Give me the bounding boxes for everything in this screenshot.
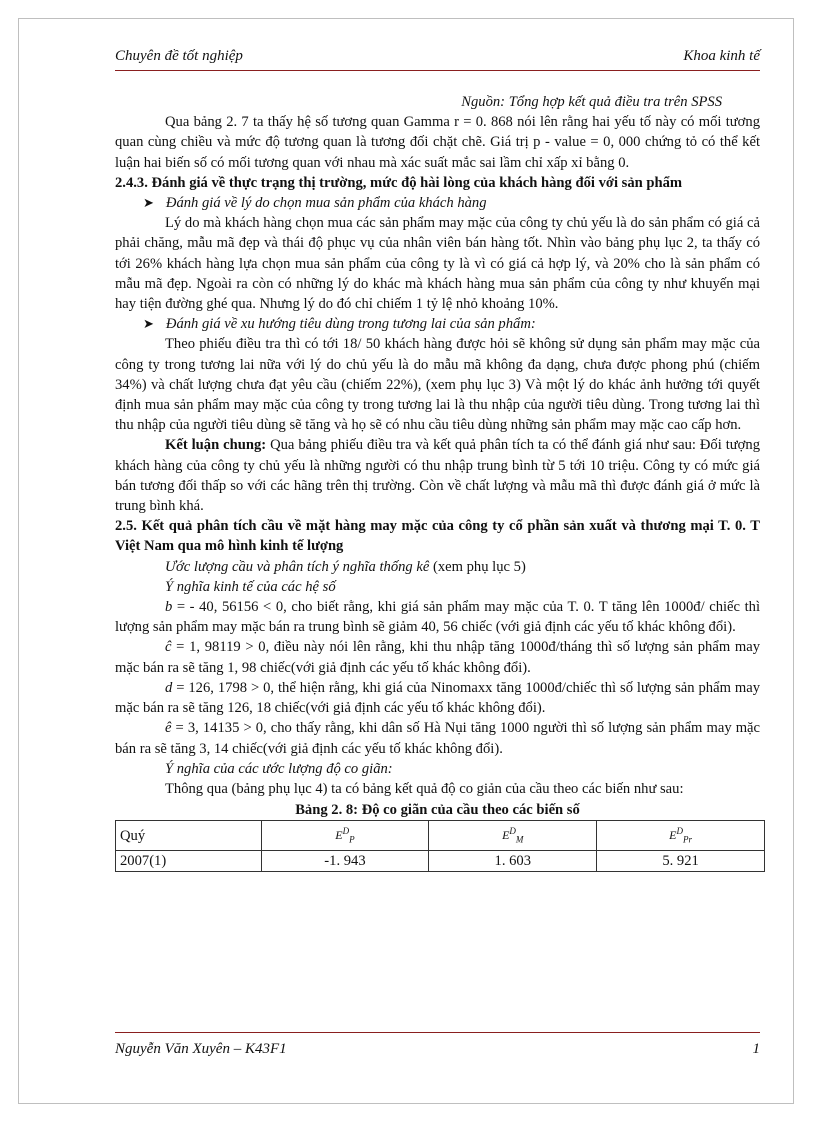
elasticity-title: Ý nghĩa của các ước lượng độ co giãn: — [165, 760, 393, 777]
header-title: Chuyên đề tốt nghiệp — [115, 48, 243, 64]
coefficient-meaning-title: Ý nghĩa kinh tế của các hệ số — [165, 578, 336, 595]
bullet-reason — [143, 193, 760, 213]
bullet-trend — [143, 314, 760, 334]
estimation-title: Ước lượng cầu và phân tích ý nghĩa thống kê — [165, 558, 430, 575]
footer-author: Nguyễn Văn Xuyên – K43F1 — [115, 1041, 287, 1057]
coefficient-c — [115, 637, 760, 677]
header-department: Khoa kinh tế — [683, 48, 760, 64]
elasticity-intro: Thông qua (bảng phụ lục 4) ta có bảng kết quả độ co giản của cầu theo các biến như sau: — [165, 780, 684, 797]
col1-base: E — [335, 828, 343, 843]
conclusion-text: Qua bảng phiếu điều tra và kết quả phân tích ta có thể đánh giá như sau: Đối tượng khách hàng của công ty chủ yếu là những người có thu nhập trung bình từ 5 tới 10 triệu. Công ty có mức giá bán tương đối thấp so với các hãng trên thị trường. Còn về chất lượng và mẫu mã thì được đánh giá ở mức là trung bình khá. — [115, 437, 760, 515]
bullet-reason-text: Đánh giá về lý do chọn mua sản phẩm của khách hàng — [165, 195, 487, 212]
cell-income-elasticity: 1. 603 — [429, 850, 597, 871]
header-price-elasticity — [261, 821, 429, 851]
coef-c-text: = 1, 98119 > 0, điều này nói lên rằng, khi thu nhập tăng 1000đ/tháng thì số lượng sản phẩm may mặc bán ra sẽ tăng 1, 98 chiếc(với giả định các yếu tố khác không đổi). — [115, 639, 760, 676]
coef-b-symbol: b — [165, 599, 173, 616]
col2-sup: D — [509, 826, 516, 837]
conclusion-label: Kết luận chung: — [165, 437, 267, 454]
arrow-bullet-icon: ➤ — [143, 316, 154, 332]
paragraph-trend: Theo phiếu điều tra thì có tới 18/ 50 khách hàng được hỏi sẽ không sử dụng sản phẩm may mặc của công ty trong tương lai nữa với lý do chủ yếu là do mẫu mã không đa dạng, chưa được phong phú (chiếm 34%) và chất lượng chưa đạt yêu cầu (chiếm 22%), (xem phụ lục 3) Và một lý do khác ảnh hưởng tới quyết định mua sản phẩm may mặc của công ty trong tương lai là thu nhập của người tiêu dùng. Trong tương lai thì thu nhập của người tiêu dùng sẽ tăng và họ sẽ có nhu cầu tiêu dùng những sản phẩm may mặc cao cấp hơn. — [115, 336, 760, 434]
col3-sup: D — [676, 826, 683, 837]
coef-b-text: = - 40, 56156 < 0, cho biết rằng, khi giá sản phẩm may mặc của T. 0. T tăng lên 1000đ/ chiếc thì lượng sản phẩm may mặc bán ra trung bình sẽ giảm 40, 56 chiếc (với giả định các yếu tố khác không đổi). — [115, 599, 760, 636]
col3-base: E — [669, 828, 677, 843]
page-header — [115, 48, 760, 71]
col1-sup: D — [342, 826, 350, 837]
coef-d-symbol: d — [165, 679, 173, 696]
col3-sub: Pr — [683, 834, 692, 845]
col1-sub: P — [349, 834, 355, 845]
header-cross-elasticity — [597, 821, 765, 851]
cell-cross-elasticity: 5. 921 — [597, 850, 765, 871]
estimation-line — [115, 557, 760, 577]
col2-base: E — [502, 828, 510, 843]
page-number: 1 — [752, 1041, 760, 1057]
table-row — [116, 850, 765, 871]
page-footer — [115, 1032, 760, 1057]
header-income-elasticity — [429, 821, 597, 851]
table-header-row — [116, 821, 765, 851]
paragraph-conclusion — [115, 435, 760, 516]
coef-d-text: = 126, 1798 > 0, thể hiện rằng, khi giá của Ninomaxx tăng 1000đ/chiếc thì số lượng sản phẩm may mặc bán ra sẽ tăng 126, 18 chiếc(với giả định các yếu tố khác không đổi). — [115, 679, 760, 717]
source-note: Nguồn: Tổng hợp kết quả điều tra trên SPSS — [461, 94, 722, 110]
coefficient-b — [115, 597, 760, 637]
bullet-trend-text: Đánh giá về xu hướng tiêu dùng trong tương lai của sản phẩm: — [165, 316, 536, 333]
table-caption: Bảng 2. 8: Độ co giãn của cầu theo các biến số — [295, 802, 580, 819]
coefficient-e — [115, 718, 760, 758]
coef-e-symbol: ê — [165, 720, 172, 737]
cell-price-elasticity: -1. 943 — [261, 850, 429, 871]
elasticity-table — [115, 820, 765, 872]
paragraph-gamma: Qua bảng 2. 7 ta thấy hệ số tương quan Gamma r = 0. 868 nói lên rằng hai yếu tố này có mối tương quan cùng chiều và mức độ tương quan là tương đối chặt chẽ. Giá trị p - value = 0, 000 chứng tỏ có thể kết luận hai biến số có mối tương quan với nhau mà xác suất mắc sai lầm chỉ xấp xỉ bằng 0. — [115, 114, 760, 171]
header-quarter: Quý — [116, 821, 262, 851]
coef-c-symbol: ĉ — [165, 639, 172, 656]
document-body — [115, 92, 760, 872]
paragraph-reason: Lý do mà khách hàng chọn mua các sản phẩm may mặc của công ty chủ yếu là do sản phẩm có giá cả phải chăng, mẫu mã đẹp và thái độ phục vụ của nhân viên bán hàng tốt. Nhìn vào bảng phụ lục 2, ta thấy có tới 26% khách hàng lựa chọn mua sản phẩm của công ty là vì có giá cả hợp lý, và 20% cho là sản phẩm có mẫu mã đẹp. Ngoài ra còn có những lý do khác mà khách hàng mua sản phẩm của công ty như khuyến mại hay tiện đường ghé qua. Nhưng lý do đó chỉ chiếm 1 tỷ lệ nhỏ khoảng 10%. — [115, 215, 760, 313]
arrow-bullet-icon: ➤ — [143, 195, 154, 211]
coef-e-text: = 3, 14135 > 0, cho thấy rằng, khi dân số Hà Nụi tăng 1000 người thì số lượng sản phẩm may mặc bán ra sẽ tăng 3, 14 chiếc(với giả định các yếu tố khác không đổi). — [115, 720, 760, 757]
section-heading-2-5: 2.5. Kết quả phân tích cầu về mặt hàng may mặc của công ty cổ phần sản xuất và thương mại T. 0. T Việt Nam qua mô hình kinh tế lượng — [115, 518, 760, 555]
estimation-ref: (xem phụ lục 5) — [429, 558, 526, 575]
section-heading-2-4-3: 2.4.3. Đánh giá về thực trạng thị trường, mức độ hài lòng của khách hàng đối với sản phẩm — [115, 174, 683, 191]
coefficient-d — [115, 678, 760, 718]
cell-quarter: 2007(1) — [116, 850, 262, 871]
col2-sub: M — [515, 834, 524, 845]
